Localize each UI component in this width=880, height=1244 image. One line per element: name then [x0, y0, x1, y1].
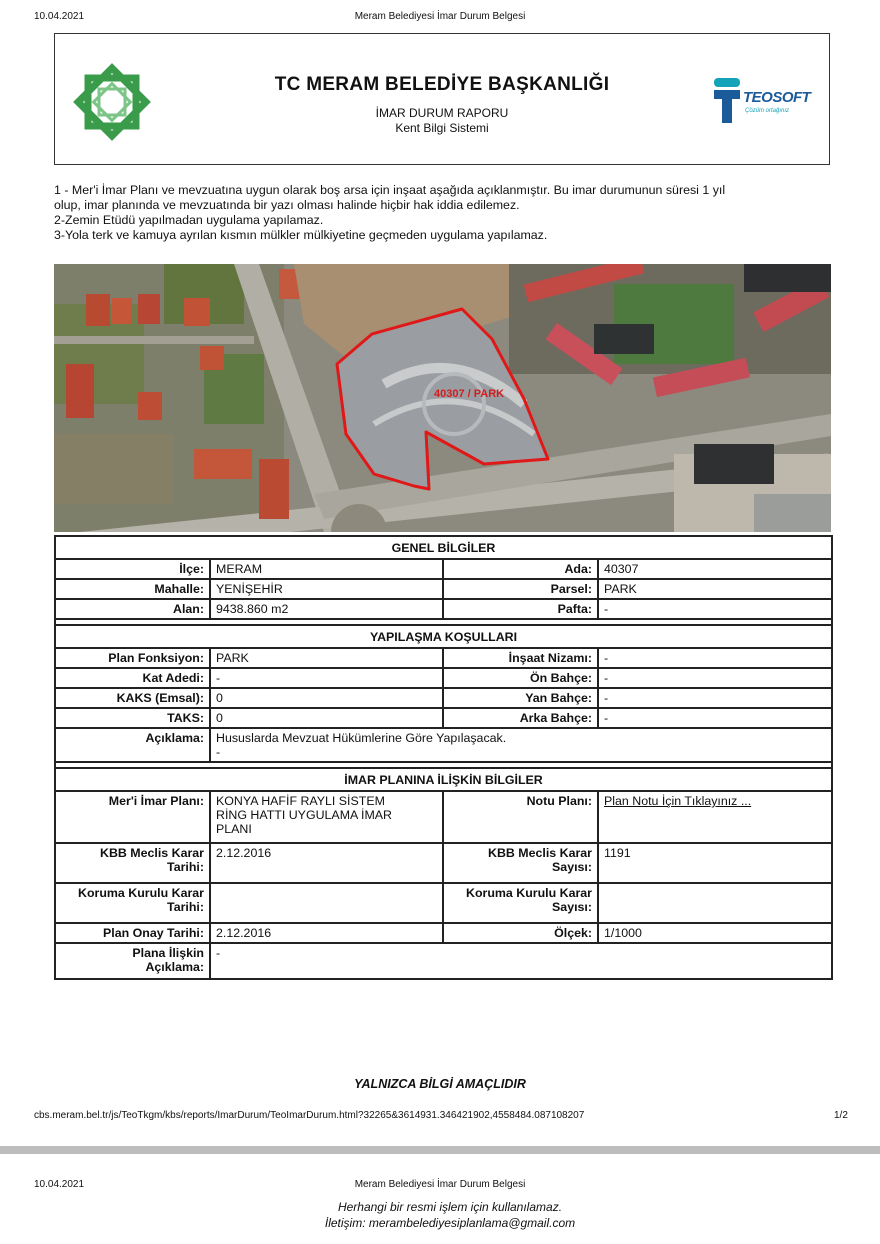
aciklama-line: -: [216, 745, 221, 759]
label-kat-adedi: Kat Adedi:: [55, 668, 210, 688]
label-plan-fonksiyon: Plan Fonksiyon:: [55, 648, 210, 668]
label-yan-bahce: Yan Bahçe:: [443, 688, 598, 708]
value-kat-adedi: -: [210, 668, 443, 688]
vendor-tagline: Çözüm ortağınız: [745, 108, 790, 114]
label-taks: TAKS:: [55, 708, 210, 728]
plan-notu-link[interactable]: Plan Notu İçin Tıklayınız ...: [604, 794, 752, 808]
section-genel: GENEL BİLGİLER: [55, 536, 832, 559]
value-koruma-sayisi: [598, 883, 832, 923]
label-alan: Alan:: [55, 599, 210, 619]
value-mahalle: YENİŞEHİR: [210, 579, 443, 599]
label-meri-plan: Mer'i İmar Planı:: [55, 791, 210, 843]
header-date: 10.04.2021: [34, 11, 85, 22]
page2-header-date: 10.04.2021: [34, 1179, 85, 1190]
label-kbb-karar-tarihi: KBB Meclis Karar Tarihi:: [55, 843, 210, 883]
label-kbb-karar-sayisi: KBB Meclis Karar Sayısı:: [443, 843, 598, 883]
intro-line: 3-Yola terk ve kamuya ayrılan kısmın mülkler mülkiyetine geçmeden uygulama yapılamaz.: [54, 228, 548, 242]
intro-line: 2-Zemin Etüdü yapılmadan uygulama yapılamaz.: [54, 213, 324, 227]
intro-line: olup, imar planında ve mevzuatında bir yazı olması halinde hiçbir hak iddia edilemez.: [54, 198, 520, 212]
value-insaat-nizami: -: [598, 648, 832, 668]
value-on-bahce: -: [598, 668, 832, 688]
value-koruma-tarihi: [210, 883, 443, 923]
header-doc-title: Meram Belediyesi İmar Durum Belgesi: [354, 11, 526, 22]
footer-url: cbs.meram.bel.tr/js/TeoTkgm/kbs/reports/ImarDurum/TeoImarDurum.html?32265&3614931.346421902,4558484.087108207: [34, 1110, 585, 1121]
value-plan-onay: 2.12.2016: [210, 923, 443, 943]
value-taks: 0: [210, 708, 443, 728]
value-aciklama: [210, 728, 832, 762]
value-ilce: MERAM: [210, 559, 443, 579]
value-parsel: PARK: [598, 579, 832, 599]
label-aciklama: Açıklama:: [55, 728, 210, 762]
value-alan: 9438.860 m2: [210, 599, 443, 619]
label-arka-bahce: Arka Bahçe:: [443, 708, 598, 728]
value-pafta: -: [598, 599, 832, 619]
vendor-logo-text: TEOSOFT: [743, 89, 811, 106]
info-table: [54, 535, 833, 980]
disclaimer: YALNIZCA BİLGİ AMAÇLIDIR: [354, 1077, 526, 1091]
section-imar-plani: İMAR PLANINA İLİŞKİN BİLGİLER: [55, 768, 832, 791]
value-notu-plani: [598, 791, 832, 843]
label-ilce: İlçe:: [55, 559, 210, 579]
label-plana-aciklama: Plana İlişkin Açıklama:: [55, 943, 210, 979]
value-plan-fonksiyon: PARK: [210, 648, 443, 668]
section-yapilasma: YAPILAŞMA KOŞULLARI: [55, 625, 832, 648]
value-yan-bahce: -: [598, 688, 832, 708]
page-break: [0, 1146, 880, 1154]
value-kbb-karar-sayisi: 1191: [598, 843, 832, 883]
teosoft-logo-icon: [712, 76, 742, 124]
value-arka-bahce: -: [598, 708, 832, 728]
footer-page-number: 1/2: [834, 1110, 848, 1121]
aciklama-line: Hususlarda Mevzuat Hükümlerine Göre Yapılaşacak.: [216, 731, 507, 745]
value-meri-plan: KONYA HAFİF RAYLI SİSTEM RİNG HATTI UYGULAMA İMAR PLANI: [210, 791, 443, 843]
label-notu-plani: Notu Planı:: [443, 791, 598, 843]
aerial-map[interactable]: [54, 264, 831, 532]
value-kbb-karar-tarihi: 2.12.2016: [210, 843, 443, 883]
value-olcek: 1/1000: [598, 923, 832, 943]
parcel-label: 40307 / PARK: [434, 388, 505, 400]
intro-text: [54, 183, 834, 243]
label-ada: Ada:: [443, 559, 598, 579]
label-koruma-sayisi: Koruma Kurulu Karar Sayısı:: [443, 883, 598, 923]
page2-header-doc-title: Meram Belediyesi İmar Durum Belgesi: [354, 1179, 526, 1190]
page2-note-line-1: Herhangi bir resmi işlem için kullanılamaz.: [337, 1200, 563, 1214]
page2-contact-line: İletişim: merambelediyesiplanlama@gmail.com: [324, 1216, 576, 1230]
title-box: [54, 33, 830, 165]
value-ada: 40307: [598, 559, 832, 579]
report-subtitle-2: Kent Bilgi Sistemi: [395, 121, 489, 135]
label-kaks: KAKS (Emsal):: [55, 688, 210, 708]
label-on-bahce: Ön Bahçe:: [443, 668, 598, 688]
value-plana-aciklama: -: [210, 943, 832, 979]
label-olcek: Ölçek:: [443, 923, 598, 943]
value-kaks: 0: [210, 688, 443, 708]
label-pafta: Pafta:: [443, 599, 598, 619]
label-parsel: Parsel:: [443, 579, 598, 599]
page-title: TC MERAM BELEDİYE BAŞKANLIĞI: [274, 74, 610, 95]
label-plan-onay: Plan Onay Tarihi:: [55, 923, 210, 943]
label-mahalle: Mahalle:: [55, 579, 210, 599]
label-koruma-tarihi: Koruma Kurulu Karar Tarihi:: [55, 883, 210, 923]
report-subtitle: İMAR DURUM RAPORU: [375, 106, 509, 120]
intro-line: 1 - Mer'i İmar Planı ve mevzuatına uygun olarak boş arsa için inşaat aşağıda açıklanmıştır. Bu imar durumunun süresi 1 yıl: [54, 183, 726, 197]
label-insaat-nizami: İnşaat Nizamı:: [443, 648, 598, 668]
